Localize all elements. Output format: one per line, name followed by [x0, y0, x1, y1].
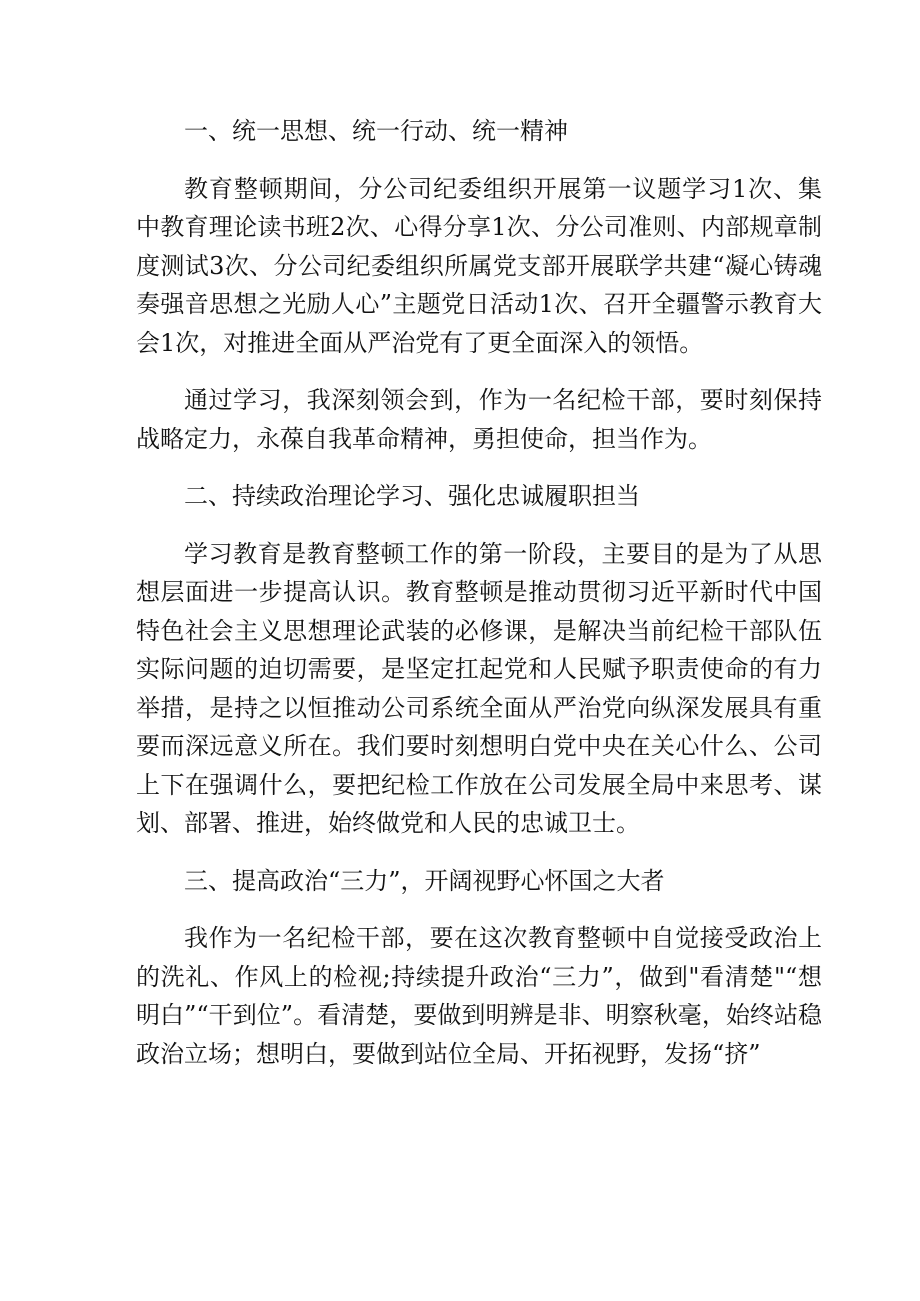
paragraph: 我作为一名纪检干部，要在这次教育整顿中自觉接受政治上的洗礼、作风上的检视;持续提升政治“三力”，做到"看清楚"“想明白”“干到位”。看清楚，要做到明辨是非、明察秋毫，始终站稳政治立场；想明白，要做到站位全局、开拓视野，发扬“挤” [136, 924, 822, 1068]
paragraph: 通过学习，我深刻领会到，作为一名纪检干部，要时刻保持战略定力，永葆自我革命精神，勇担使命，担当作为。 [136, 386, 822, 453]
paragraph: 学习教育是教育整顿工作的第一阶段，主要目的是为了从思想层面进一步提高认识。教育整顿是推动贯彻习近平新时代中国特色社会主义思想理论武装的必修课，是解决当前纪检干部队伍实际问题的迫切需要，是坚定扛起党和人民赋予职责使命的有力举措，是持之以恒推动公司系统全面从严治党向纵深发展具有重要而深远意义所在。我们要时刻想明白党中央在关心什么、公司上下在强调什么，要把纪检工作放在公司发展全局中来思考、谋划、部署、推进，始终做党和人民的忠诚卫士。 [136, 539, 822, 837]
paragraph: 教育整顿期间，分公司纪委组织开展第一议题学习1次、集中教育理论读书班2次、心得分享1次、分公司准则、内部规章制度测试3次、分公司纪委组织所属党支部开展联学共建“凝心铸魂奏强音思想之光励人心”主题党日活动1次、召开全疆警示教育大会1次，对推进全面从严治党有了更全面深入的领悟。 [136, 174, 822, 357]
section-heading-2: 二、持续政治理论学习、强化忠诚履职担当 [184, 482, 640, 510]
section-heading-3: 三、提高政治“三力”，开阔视野心怀国之大者 [184, 866, 665, 895]
document-body [136, 112, 822, 1073]
section-heading-1: 一、统一思想、统一行动、统一精神 [184, 117, 568, 145]
